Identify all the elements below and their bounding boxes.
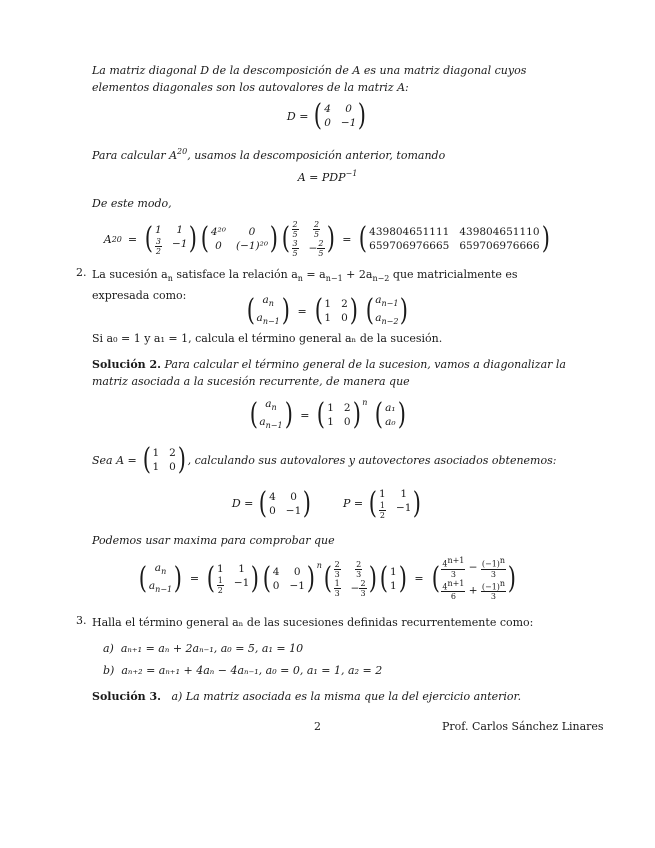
item-2-number: 2. bbox=[76, 266, 87, 279]
matrix-Pinv: ( $\frac{2}{5}$ $\frac{2}{5}$ $\frac{3}{5}$ − $\frac{2}{5}$ ) bbox=[281, 220, 335, 258]
item-2-condition: Si a₀ = 1 y a₁ = 1, calcula el término general aₙ de la sucesión. bbox=[92, 332, 443, 345]
item-3-number: 3. bbox=[76, 614, 87, 627]
matrix-D: ( 4 0 0 −1 ) bbox=[314, 98, 367, 133]
matrix-D20: ( 4²⁰ 0 0 (−1)²⁰ ) bbox=[200, 221, 279, 256]
equation-diagonalize: ( $a_n$ $a_{n-1}$ ) = ( 1 2 1 0 ) n ( a₁ a₀ ) bbox=[249, 397, 406, 432]
matrix-P: ( 1 1 $\frac{3}{2}$ −1 ) bbox=[144, 221, 198, 256]
sea-A: Sea A = ( 1 2 1 0 ) , calculando sus autovalores y autovectores asociados obtenemos: bbox=[92, 442, 557, 477]
intro-paragraph: La matriz diagonal D de la descomposición de A es una matriz diagonal cuyos elementos diagonales son los autovalores de la matriz A: bbox=[92, 64, 527, 94]
para-calcular: Para calcular $A^{20}$, usamos la descomposición anterior, tomando bbox=[92, 147, 446, 162]
item-3a: a) aₙ₊₁ = aₙ + 2aₙ₋₁, a₀ = 5, a₁ = 10 bbox=[103, 642, 304, 655]
equation-recurrence: ( $a_n$ $a_{n-1}$ ) = ( 1 2 1 0 ) ( $a_{n-1}$ $a_{n-2}$ ) bbox=[246, 293, 409, 328]
page-number: 2 bbox=[314, 720, 321, 733]
equation-D-P: D = ( 4 0 0 −1 ) P = ( 1 1 $\frac{1}{2}$ −1 ) bbox=[231, 485, 422, 521]
de-este-modo: De este modo, bbox=[92, 197, 172, 210]
author-footer: Prof. Carlos Sánchez Linares bbox=[442, 720, 604, 733]
item-2-text: La sucesión $a_n$ satisface la relación $a_n = a_{n-1} + 2a_{n-2}$ que matricialmente es expresada como: bbox=[92, 268, 518, 302]
equation-PDP: $A = PDP^{-1}$ bbox=[297, 169, 358, 184]
item-3b: b) aₙ₊₂ = aₙ₊₁ + 4aₙ − 4aₙ₋₁, a₀ = 0, a₁ = 1, a₂ = 2 bbox=[103, 664, 383, 677]
item-3-text: Halla el término general aₙ de las sucesiones definidas recurrentemente como: bbox=[92, 616, 534, 629]
equation-D bbox=[0, 98, 655, 133]
eq-D-label: D = bbox=[286, 109, 309, 123]
equation-A20: A 20 = ( 1 1 $\frac{3}{2}$ −1 ) ( 4²⁰ 0 0 (−1)²⁰ ) ( $\frac{2}{5}$ $\frac{2}{5}$ $\frac{3}{5}$ − $\frac{2}{5}$ ) = ( 439804651111 439804651110 659706976665 659706976666 ) bbox=[103, 220, 550, 258]
solution-2: Solución 2. Para calcular el término general de la sucesion, vamos a diagonalizar la matriz asociada a la sucesión recurrente, de manera que bbox=[92, 358, 566, 388]
matrix-result: ( 439804651111 439804651110 659706976665 659706976666 ) bbox=[359, 221, 550, 256]
maxima-text: Podemos usar maxima para comprobar que bbox=[92, 534, 335, 547]
equation-maxima: ( $a_n$ $a_{n-1}$ ) = ( 1 1 $\frac{1}{2}$ −1 ) ( 4 0 0 −1 ) n ( $\frac{2}{3}$ $\frac{2}{3}$ $\frac{1}{3}$ − $\frac{2}{3}$ ) ( 1 1 ) = ( $\frac{4^{n+1}}{3}$ − $\frac{(-1)^n}{3}$ $\frac{4^{n+1}}{6}$ + $\frac{(-1)^n}{3}$ ) bbox=[138, 556, 517, 602]
solution-3: Solución 3. a) La matriz asociada es la misma que la del ejercicio anterior. bbox=[92, 690, 522, 703]
